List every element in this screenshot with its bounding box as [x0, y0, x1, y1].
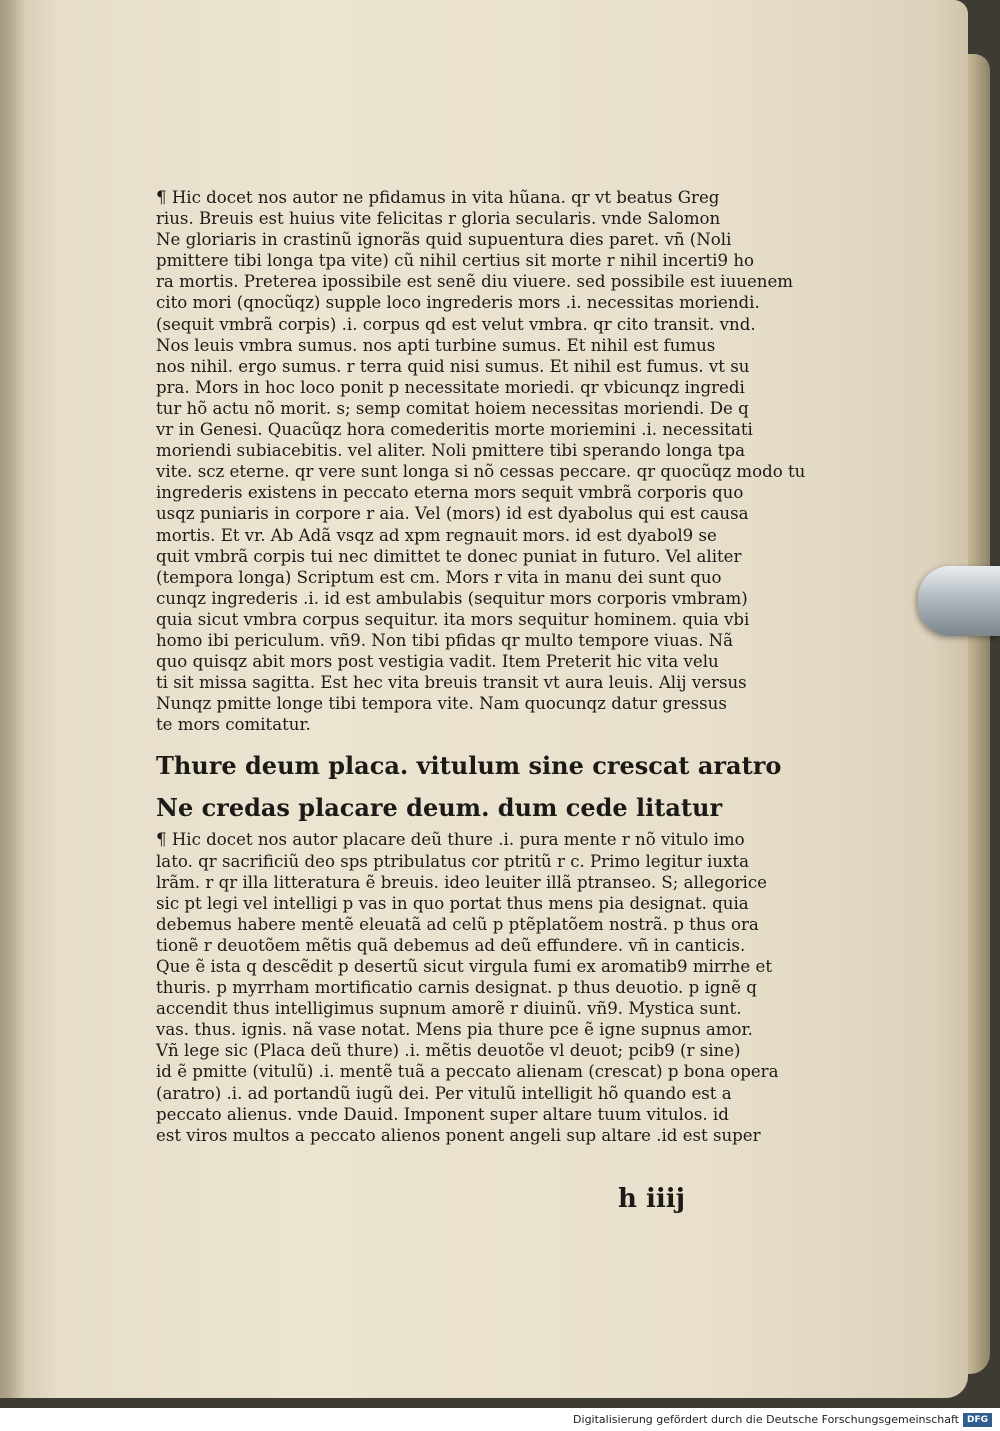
text-line: Nunqz pmitte longe tibi tempora vite. Nam quocunqz datur gressus — [156, 694, 727, 714]
dfg-logo: DFG — [963, 1413, 992, 1427]
text-line: accendit thus intelligimus supnum amorẽ r diuinũ. vñ9. Mystica sunt. — [156, 999, 742, 1019]
text-line: quit vmbrã corpis tui nec dimittet te donec puniat in futuro. Vel aliter — [156, 546, 742, 566]
text-line: usqz puniaris in corpore r aia. Vel (mors) id est dyabolus qui est causa — [156, 504, 749, 524]
text-line: ra mortis. Preterea ipossibile est senẽ diu viuere. sed possibile est iuuenem — [156, 272, 794, 292]
text-line: debemus habere mentẽ eleuatã ad celũ p ptẽplatõem nostrã. p thus ora — [156, 914, 759, 934]
commentary-block-2 — [156, 829, 779, 1145]
text-line: pmittere tibi longa tpa vite) cũ nihil certius sit morte r nihil incerti9 ho — [156, 251, 754, 271]
text-line: mortis. Et vr. Ab Adã vsqz ad xpm regnauit mors. id est dyabol9 se — [156, 525, 717, 545]
text-line: thuris. p myrrham mortificatio carnis designat. p thus deuotio. p ignẽ q — [156, 978, 757, 998]
text-line: peccato alienus. vnde Dauid. Imponent super altare tuum vitulos. id — [156, 1104, 729, 1124]
signature-mark: h iiij — [618, 1184, 685, 1214]
footer-credit: Digitalisierung gefördert durch die Deutsche Forschungsgemeinschaft — [573, 1413, 959, 1426]
text-line: homo ibi periculum. vñ9. Non tibi pfidas qr multo tempore viuas. Nã — [156, 630, 734, 650]
text-block — [156, 187, 806, 1146]
footer-bar — [0, 1408, 1000, 1431]
text-line: ¶ Hic docet nos autor placare deũ thure .i. pura mente r nõ vitulo imo — [156, 830, 745, 850]
text-line: Ne gloriaris in crastinũ ignorãs quid supuentura dies paret. vñ (Noli — [156, 230, 732, 250]
text-line: tur hõ actu nõ morit. s; semp comitat hoiem necessitas moriendi. De q — [156, 398, 749, 418]
text-line: (sequit vmbrã corpis) .i. corpus qd est velut vmbra. qr cito transit. vnd. — [156, 314, 756, 334]
text-line: quia sicut vmbra corpus sequitur. ita mors sequitur hominem. quia vbi — [156, 609, 750, 629]
text-line: Vñ lege sic (Placa deũ thure) .i. mẽtis deuotõe vl deuot; pcib9 (r sine) — [156, 1041, 741, 1061]
text-line: Nos leuis vmbra sumus. nos apti turbine sumus. Et nihil est fumus — [156, 335, 716, 355]
text-line: vr in Genesi. Quacũqz hora comederitis morte moriemini .i. necessitati — [156, 420, 753, 440]
text-line: ¶ Hic docet nos autor ne pfidamus in vita hũana. qr vt beatus Greg — [156, 188, 720, 207]
text-line: quo quisqz abit mors post vestigia vadit. Item Preterit hic vita velu — [156, 652, 719, 672]
text-line: est viros multos a peccato alienos ponent angeli sup altare .id est super — [156, 1125, 761, 1145]
text-line: cito mori (qnocũqz) supple loco ingrederis mors .i. necessitas moriendi. — [156, 293, 760, 313]
verse-line-1: Thure deum placa. vitulum sine crescat aratro — [156, 751, 782, 781]
text-line: lrãm. r qr illa litteratura ẽ breuis. ideo leuiter illã ptranseo. S; allegorice — [156, 872, 767, 892]
text-line: lato. qr sacrificiũ deo sps ptribulatus cor ptritũ r c. Primo legitur iuxta — [156, 851, 749, 871]
text-line: ti sit missa sagitta. Est hec vita breuis transit vt aura leuis. Alij versus — [156, 673, 747, 693]
text-line: (aratro) .i. ad portandũ iugũ dei. Per vitulũ intelligit hõ quando est a — [156, 1083, 732, 1103]
text-line: pra. Mors in hoc loco ponit p necessitate moriedi. qr vbicunqz ingredi — [156, 377, 745, 397]
verse-line-2: Ne credas placare deum. dum cede litatur — [156, 793, 723, 823]
text-line: nos nihil. ergo sumus. r terra quid nisi sumus. Et nihil est fumus. vt su — [156, 356, 750, 376]
text-line: cunqz ingrederis .i. id est ambulabis (sequitur mors corporis vmbram) — [156, 588, 748, 608]
text-line: te mors comitatur. — [156, 715, 311, 735]
text-line: id ẽ pmitte (vitulũ) .i. mentẽ tuã a peccato alienam (crescat) p bona opera — [156, 1062, 779, 1082]
text-line: moriendi subiacebitis. vel aliter. Noli pmittere tibi sperando longa tpa — [156, 441, 745, 461]
text-line: (tempora longa) Scriptum est cm. Mors r vita in manu dei sunt quo — [156, 567, 722, 587]
text-line: tionẽ r deuotõem mẽtis quã debemus ad deũ effundere. vñ in canticis. — [156, 935, 746, 955]
text-line: sic pt legi vel intelligi p vas in quo portat thus mens pia designat. quia — [156, 893, 749, 913]
page-clip — [918, 566, 1000, 636]
text-line: vas. thus. ignis. nã vase notat. Mens pia thure pce ẽ igne supnus amor. — [156, 1020, 753, 1040]
page-gutter — [0, 0, 26, 1398]
text-line: ingrederis existens in peccato eterna mors sequit vmbrã corporis quo — [156, 483, 744, 503]
commentary-block-1 — [156, 187, 806, 735]
text-line: Que ẽ ista q descẽdit p desertũ sicut virgula fumi ex aromatib9 mirrhe et — [156, 957, 773, 976]
text-line: vite. scz eterne. qr vere sunt longa si nõ cessas peccare. qr quocũqz modo tu — [156, 462, 806, 482]
text-line: rius. Breuis est huius vite felicitas r gloria secularis. vnde Salomon — [156, 209, 721, 229]
